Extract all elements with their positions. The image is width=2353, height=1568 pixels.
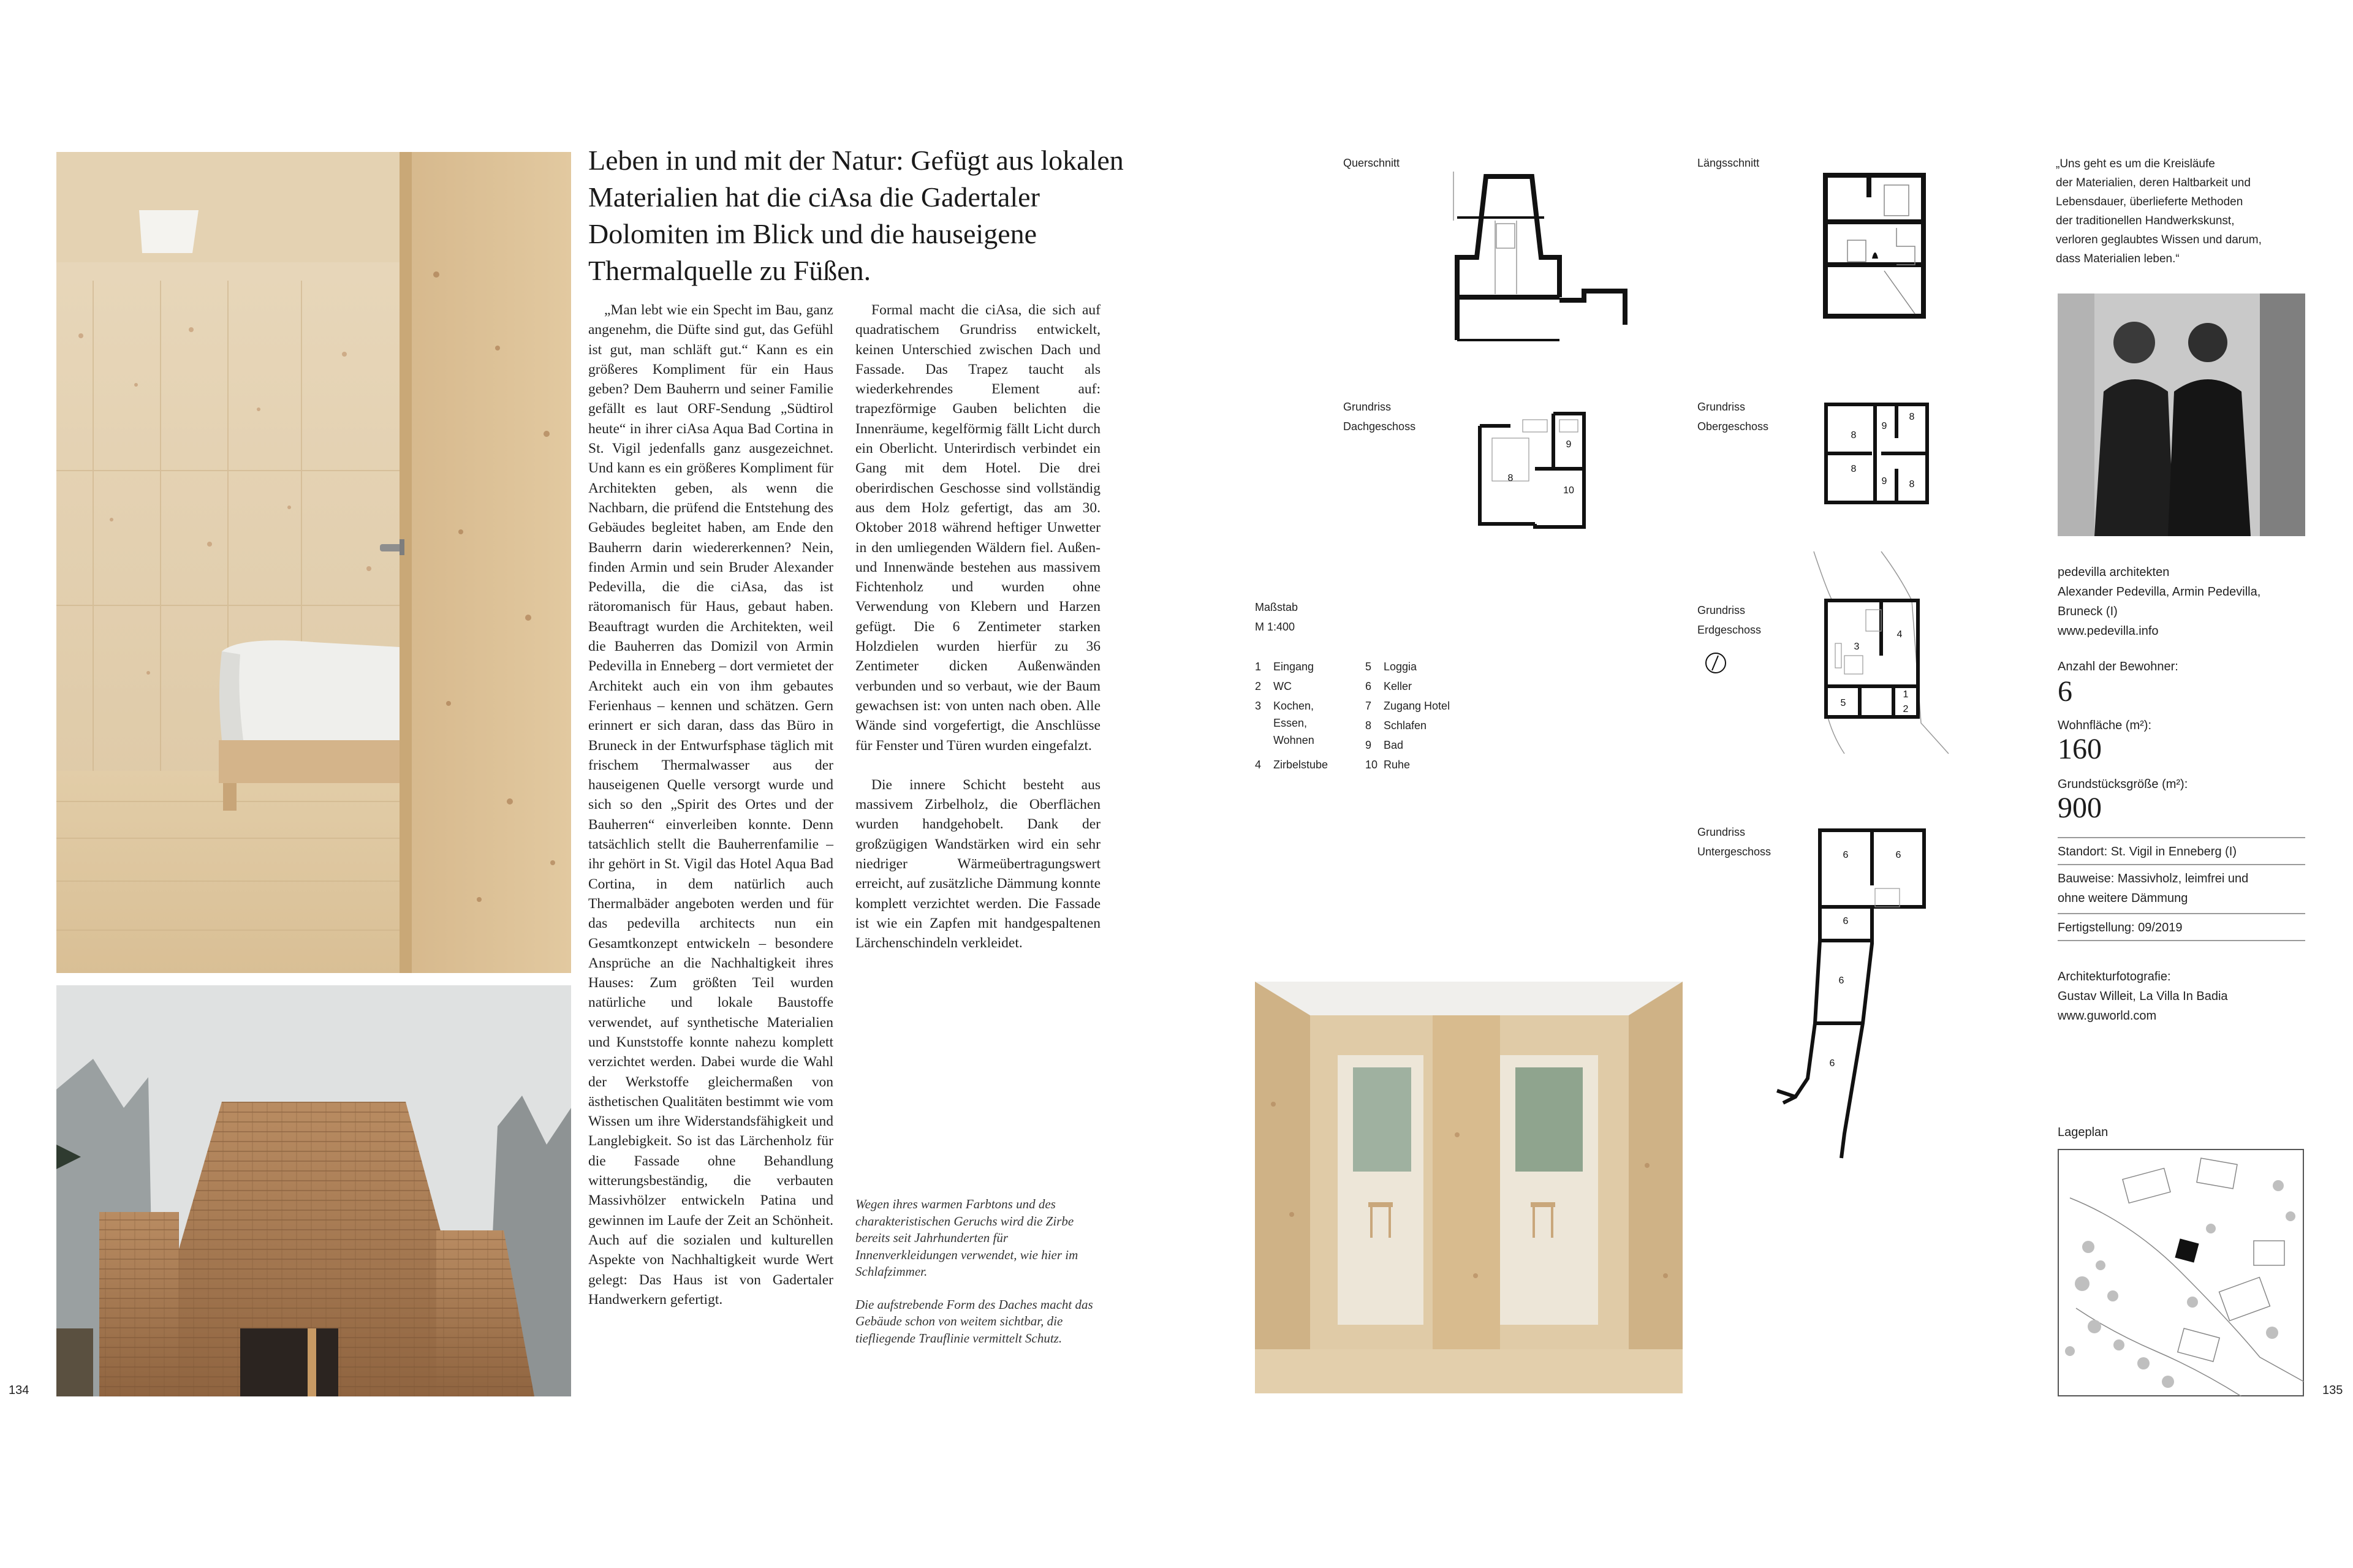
label-laengsschnitt: Längsschnitt <box>1697 157 1760 169</box>
label-dachgeschoss: Dachgeschoss <box>1343 420 1416 433</box>
site-plan-map <box>2058 1149 2304 1396</box>
legend-item: Wohnen <box>1273 734 1314 746</box>
legend-item: 5 Loggia <box>1365 661 1417 673</box>
room-number: 4 <box>1896 629 1903 640</box>
construction-line: ohne weitere Dämmung <box>2058 892 2188 905</box>
label-grundriss-unter <box>1697 822 1771 862</box>
photo-interior-openings <box>1255 982 1683 1393</box>
living-area-value: 160 <box>2058 733 2102 765</box>
room-number: 9 <box>1881 476 1887 487</box>
construction-line: Bauweise: Massivholz, leimfrei und <box>2058 872 2249 885</box>
legend-item: 10 Ruhe <box>1365 759 1411 771</box>
page-number-left: 134 <box>9 1384 29 1397</box>
caption-roof: Die aufstrebende Form des Daches macht das Gebäude schon von weitem sichtbar, die tiefliegende Trauflinie vermittelt Schutz. <box>855 1297 1093 1346</box>
label-erdgeschoss: Erdgeschoss <box>1697 624 1762 636</box>
article-paragraph: Die innere Schicht besteht aus massivem Zirbelholz, die Oberflächen wurden handgehobelt. Dank der großzügigen Wandstärken wird ein sehr niedriger Wärmeübertragungswert erreicht, auf zusätzliche Dämmung konnte komplett verzichtet werden. Die Fassade ist wie ein Zapfen mit handgespaltenen Lärchenschindeln verkleidet. <box>855 776 1101 952</box>
room-number: 9 <box>1566 439 1572 450</box>
label-grundriss: Grundriss <box>1697 604 1746 616</box>
divider <box>2058 864 2305 865</box>
drawing-laengsschnitt <box>1823 173 1933 320</box>
room-number: 3 <box>1854 642 1860 652</box>
divider <box>2058 837 2305 838</box>
completion-info: Fertigstellung: 09/2019 <box>2058 921 2183 934</box>
photographer-website-link[interactable]: www.guworld.com <box>2058 1009 2157 1023</box>
article-headline: Leben in und mit der Natur: Gefügt aus lokalen Materialien hat die ciAsa die Gadertaler Dolomiten im Blick und die hauseigene Thermalquelle zu Füßen. <box>588 145 1124 286</box>
photo-exterior-shingle-roof <box>56 985 571 1396</box>
photo-architects-portrait <box>2058 294 2305 536</box>
architect-line: Bruneck (I) <box>2058 605 2118 618</box>
architect-line: pedevilla architekten <box>2058 566 2170 579</box>
label-grundriss: Grundriss <box>1343 401 1392 413</box>
credit-line: Gustav Willeit, La Villa In Badia <box>2058 990 2228 1003</box>
label-grundriss-ober <box>1697 397 1768 436</box>
room-number: 6 <box>1843 916 1849 926</box>
label-untergeschoss: Untergeschoss <box>1697 846 1771 858</box>
divider <box>2058 940 2305 941</box>
drawing-querschnitt <box>1452 165 1630 343</box>
living-area-label: Wohnfläche (m²): <box>2058 719 2152 732</box>
article-paragraph: Formal macht die ciAsa, die sich auf quadratischem Grundriss entwickelt, keinen Unterschied zwischen Dach und Fassade. Das Trapez taucht als wiederkehrendes Element auf: trapezförmige Gauben belichten die Innenräume, kegelförmig fällt Licht durch ein Oberlicht. Unterirdisch verbindet ein Gang mit dem Hotel. Die drei oberirdischen Geschosse sind vollständig aus dem Holz gefertigt, das am 30. Oktober 2018 während heftiger Unwetter in den umliegenden Wäldern fiel. Außen- und Innenwände bestehen aus massivem Fichtenholz und wurden ohne Verwendung von Klebern und Harzen gefügt. Die 6 Zentimeter starken Holzdielen wurden hierfür zu 36 Zentimeter dicken Außenwänden verbunden und so verbaut, wie der Baum gewachsen ist: von unten nach oben. Alle Wände sind vorgefertigt, die Anschlüsse für Fenster und Türen wurden eingefalzt. <box>855 302 1101 754</box>
scale-block <box>1255 597 1298 637</box>
quote-line: der Materialien, deren Haltbarkeit und <box>2056 176 2251 189</box>
label-grundriss-dach <box>1343 397 1415 436</box>
quote-line: verloren geglaubtes Wissen und darum, <box>2056 233 2262 246</box>
room-number: 8 <box>1909 479 1915 490</box>
quote-line: der traditionellen Handwerkskunst, <box>2056 214 2235 227</box>
architect-website-link[interactable]: www.pedevilla.info <box>2058 624 2159 638</box>
legend-item: 1 Eingang <box>1255 661 1314 673</box>
location-info: Standort: St. Vigil in Enneberg (I) <box>2058 845 2237 858</box>
north-arrow-icon <box>1703 651 1728 675</box>
legend-item: 9 Bad <box>1365 739 1404 751</box>
drawing-plan-untergeschoss <box>1771 827 1955 1158</box>
room-number: 8 <box>1507 473 1514 483</box>
legend-item: 3 Kochen, <box>1255 700 1314 712</box>
article-column-2 <box>855 300 1101 953</box>
photo-credit <box>2058 967 2228 1026</box>
room-legend <box>1255 657 1450 779</box>
divider <box>2058 913 2305 914</box>
site-plan-label: Lageplan <box>2058 1126 2109 1139</box>
quote-line: „Uns geht es um die Kreisläufe <box>2056 157 2215 170</box>
room-number: 5 <box>1840 698 1846 708</box>
label-scale: M 1:400 <box>1255 621 1295 633</box>
plot-size-value: 900 <box>2058 792 2102 824</box>
legend-item: 6 Keller <box>1365 680 1412 692</box>
drawing-plan-obergeschoss <box>1823 401 1946 506</box>
label-massstab: Maßstab <box>1255 601 1298 613</box>
label-grundriss-erd <box>1697 600 1761 640</box>
quote-line: dass Materialien leben.“ <box>2056 252 2180 265</box>
legend-item: Essen, <box>1273 717 1308 729</box>
room-number: 6 <box>1895 850 1901 860</box>
room-number: 6 <box>1829 1058 1835 1069</box>
architect-quote <box>2056 154 2313 268</box>
construction-info <box>2058 869 2248 908</box>
legend-item: 8 Schlafen <box>1365 719 1427 732</box>
architect-line: Alexander Pedevilla, Armin Pedevilla, <box>2058 585 2261 599</box>
residents-label: Anzahl der Bewohner: <box>2058 660 2178 673</box>
label-querschnitt: Querschnitt <box>1343 157 1400 169</box>
plot-size-label: Grundstücksgröße (m²): <box>2058 778 2188 791</box>
legend-item: 2 WC <box>1255 680 1292 692</box>
legend-item: 4 Zirbelstube <box>1255 759 1328 771</box>
drawing-plan-dachgeschoss <box>1474 401 1596 530</box>
room-number: 6 <box>1838 975 1844 986</box>
room-number: 1 <box>1903 689 1909 700</box>
credit-line: Architekturfotografie: <box>2058 970 2171 983</box>
article-column-1 <box>588 300 833 1309</box>
caption-bedroom: Wegen ihres warmen Farbtons und des charakteristischen Geruchs wird die Zirbe bereits seit Jahrhunderten für Innenverkleidungen verwendet, wie hier im Schlafzimmer. <box>855 1197 1078 1279</box>
drawing-plan-erdgeschoss <box>1808 551 1967 754</box>
room-number: 8 <box>1851 430 1857 441</box>
label-grundriss: Grundriss <box>1697 826 1746 838</box>
article-paragraph: „Man lebt wie ein Specht im Bau, ganz angenehm, die Düfte sind gut, das Gefühl ist gut, man schläft gut.“ Kann es ein größeres Kompliment für ein Haus geben? Dem Bauherrn und seiner Familie gefällt es laut ORF-Sendung „Südtirol heute“ in ihrer ciAsa Aqua Bad Cortina in St. Vigil jedenfalls ganz ausgezeichnet. Und kann es ein größeres Kompliment für Architekten geben, als wenn die Nachbarn, die prüfend die Entstehung des Gebäudes begleitet haben, am Ende den Bauherrn darin wiedererkennen? Nein, finden Armin und sein Bruder Alexander Pedevilla, die die ciAsa, das ist rätoromanisch für Haus, gebaut haben. Beauftragt wurden die Architekten, weil die Bauherren das Domizil von Armin Pedevilla in Enneberg – dort vermietet der Architekt auch ein von ihm gebautes Ferienhaus – kennen und schätzen. Gern erinnert er sich daran, dass das Büro in Bruneck in der Entwurfsphase täglich mit frischem Thermalwasser aus der hauseigenen Quelle versorgt wurde und sich so den „Spirit des Ortes und der Bauherren“ einverleiben konnte. Denn tatsächlich stellt die Bauherrenfamilie – ihr gehört in St. Vigil das Hotel Aqua Bad Cortina, in dem natürlich auch Thermalbäder angeboten werden und für das pedevilla architects nun ein Gesamtkonzept entwickeln – besondere Ansprüche an die Nachhaltigkeit ihres Hauses: Zum größten Teil wurden natürliche und lokale Baustoffe verwendet, auf synthetische Materialien und Kunststoffe konnte nahezu komplett verzichtet werden. Dabei wurde die Wahl der Werkstoffe gleichermaßen von ästhetischen Qualitäten bestimmt wie vom Wissen um ihre Widerstandsfähigkeit und Langlebigkeit. So ist das Lärchenholz für die Fassade ohne Behandlung witterungsbeständig, die verbauten Massivhölzer entwickeln Patina und gewinnen im Laufe der Zeit an Schönheit. Auch auf die sozialen und kulturellen Aspekte von Nachhaltigkeit wurde Wert gelegt: Das Haus ist von Gadertaler Handwerkern gefertigt. <box>588 302 833 1308</box>
image-captions <box>855 1196 1101 1347</box>
room-number: 9 <box>1881 421 1887 431</box>
photo-bedroom-interior <box>56 152 571 973</box>
label-grundriss: Grundriss <box>1697 401 1746 413</box>
page-number-right: 135 <box>2322 1384 2343 1397</box>
legend-item: 7 Zugang Hotel <box>1365 700 1450 712</box>
architect-info <box>2058 562 2315 641</box>
room-number: 2 <box>1903 704 1909 714</box>
room-number: 8 <box>1851 464 1857 474</box>
residents-value: 6 <box>2058 675 2072 708</box>
label-obergeschoss: Obergeschoss <box>1697 420 1769 433</box>
quote-line: Lebensdauer, überlieferte Methoden <box>2056 195 2243 208</box>
room-number: 8 <box>1909 412 1915 422</box>
room-number: 6 <box>1843 850 1849 860</box>
room-number: 10 <box>1563 485 1574 496</box>
